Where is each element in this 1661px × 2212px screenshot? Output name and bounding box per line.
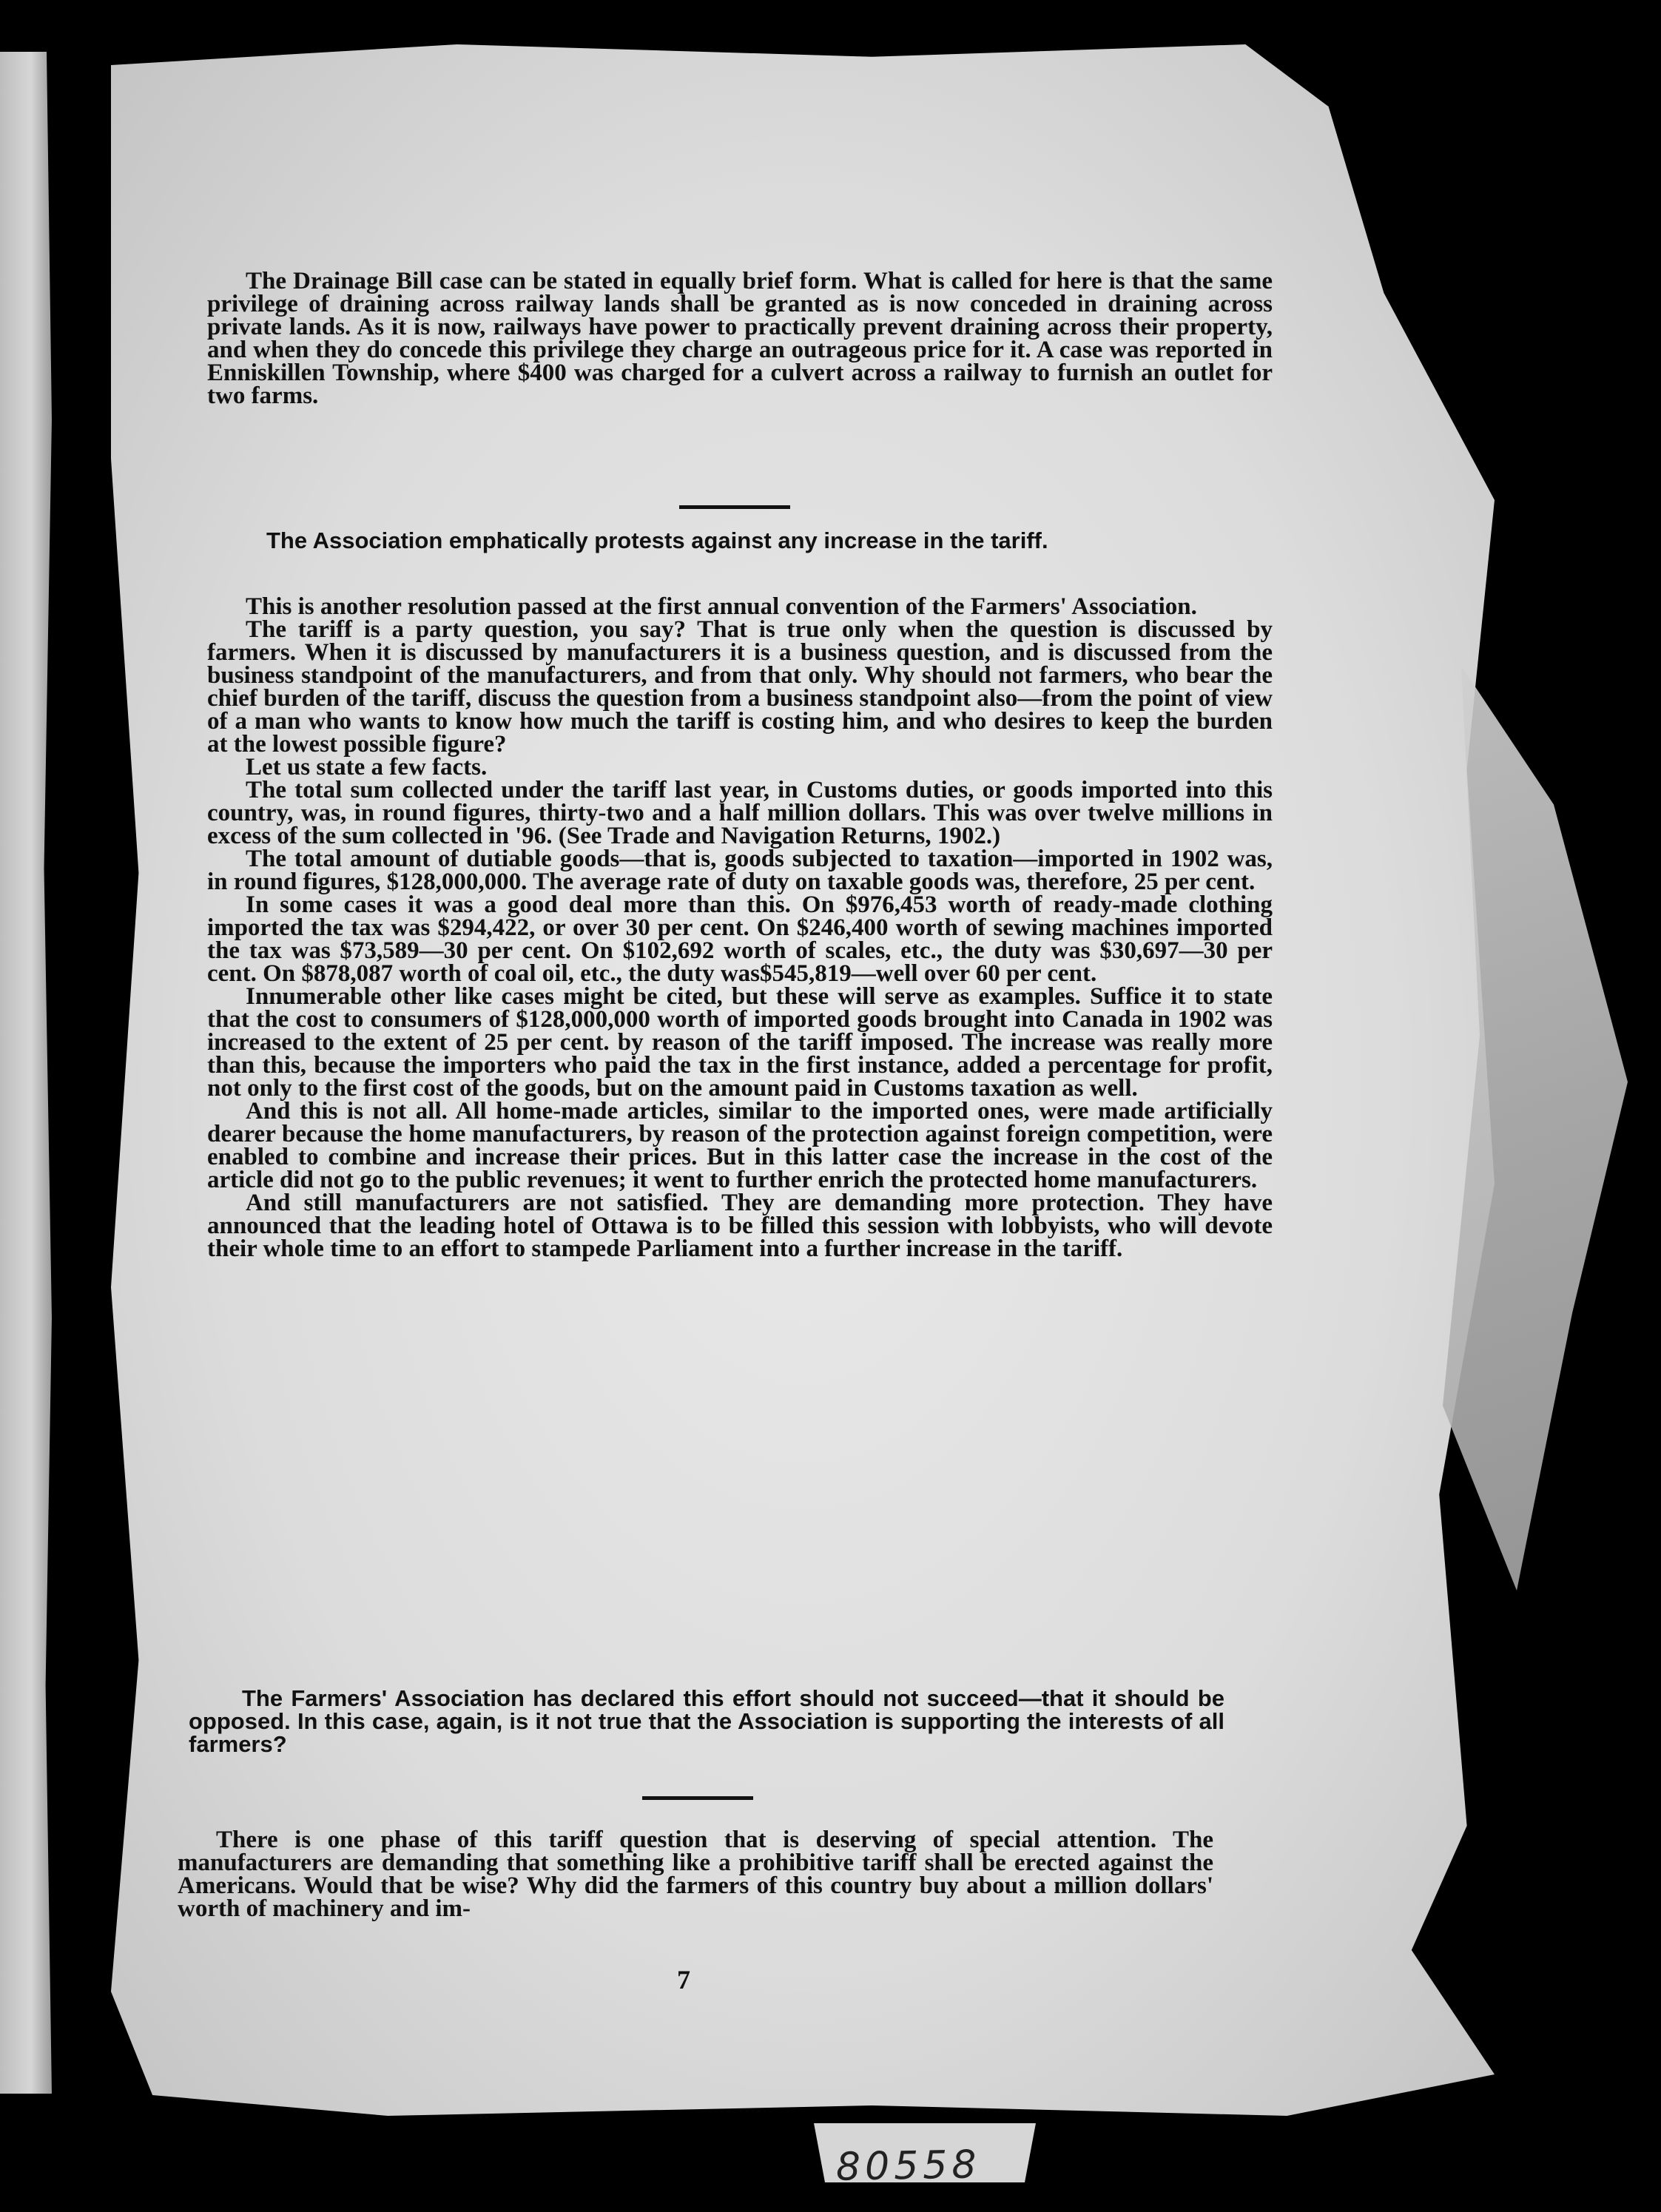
drainage-section (207, 270, 1273, 408)
section-divider-1 (679, 505, 790, 509)
tariff-section (207, 593, 1273, 1262)
drainage-paragraph: The Drainage Bill case can be stated in equally brief form. What is called for here is that the same privilege of draining across railway lands shall be granted as is now conceded in draining across private lands. As it is now, railways have power to practically prevent draining across their property, and when they do concede this privilege they charge an outrageous price for it. A case was reported in Enniskillen Township, where $400 was charged for a culvert across a railway to furnish an outlet for two farms. (207, 268, 1273, 409)
page-number: 7 (677, 1965, 690, 1994)
paragraph: And this is not all. All home-made articles, similar to the imported ones, were made artificially dearer because the home manufacturers, by reason of the protection against foreign competition, were enabled to combine and increase their prices. But in this latter case the increase in the cost of the article did not go to the public revenues; it went to further enrich the protected home manufacturers. (207, 1098, 1273, 1193)
adjacent-page-edge (0, 52, 52, 2094)
paragraph: There is one phase of this tariff question that is deserving of special attention. The manufacturers are demanding that something like a prohibitive tariff shall be erected against the Americans. Would that be wise? Why did the farmers of this country buy about a million dollars' worth of machinery and im- (178, 1827, 1213, 1922)
paragraph: The total amount of dutiable goods—that is, goods subjected to taxation—imported in 1902 was, in round figures, $128,000,000. The average rate of duty on taxable goods was, therefore, 25 per cent. (207, 846, 1273, 895)
paragraph: This is another resolution passed at the first annual convention of the Farmers' Association. (246, 593, 1197, 620)
final-section (178, 1829, 1213, 1921)
section-divider-2 (642, 1796, 753, 1800)
paragraph: Let us state a few facts. (246, 754, 488, 780)
torn-page-fold (1443, 666, 1628, 1591)
paragraph: And still manufacturers are not satisfied. They are demanding more protection. They have announced that the leading hotel of Ottawa is to be filled this session with lobbyists, who will devote their whole time to an effort to stampede Parliament into a further increase in the tariff. (207, 1190, 1273, 1262)
archive-stamp-number: 80558 (835, 2142, 981, 2190)
declaration-text: The Farmers' Association has declared this effort should not succeed—that it should be opposed. In this case, again, is it not true that the Association is supporting the interests of all farmers? (189, 1685, 1224, 1757)
paragraph: In some cases it was a good deal more than this. On $976,453 worth of ready-made clothing imported the tax was $294,422, or over 30 per cent. On $246,400 worth of sewing machines imported the tax was $73,589—30 per cent. On $102,692 worth of scales, etc., the duty was $30,697—30 per cent. On $878,087 worth of coal oil, etc., the duty was$545,819—well over 60 per cent. (207, 891, 1273, 987)
paragraph: The total sum collected under the tariff last year, in Customs duties, or goods imported into this country, was, in round figures, thirty-two and a half million dollars. This was over twelve millions in excess of the sum collected in '96. (See Trade and Navigation Returns, 1902.) (207, 777, 1273, 849)
paragraph: The tariff is a party question, you say? That is true only when the question is discussed by farmers. When it is discussed by manufacturers it is a business question, and is discussed from the business standpoint of the manufacturers, and from that only. Why should not farmers, who bear the chief burden of the tariff, discuss the question from a business standpoint also—from the point of view of a man who wants to know how much the tariff is costing him, and who desires to keep the burden at the lowest possible figure? (207, 616, 1273, 758)
paragraph: Innumerable other like cases might be cited, but these will serve as examples. Suffice it to state that the cost to consumers of $128,000,000 worth of imported goods brought into Canada in 1902 was increased to the extent of 25 per cent. by reason of the tariff imposed. The increase was really more than this, because the importers who paid the tax in the first instance, added a percentage for profit, not only to the first cost of the goods, but on the amount paid in Customs taxation as well. (207, 983, 1273, 1102)
resolution-heading: The Association emphatically protests against any increase in the tariff. (266, 527, 1048, 553)
